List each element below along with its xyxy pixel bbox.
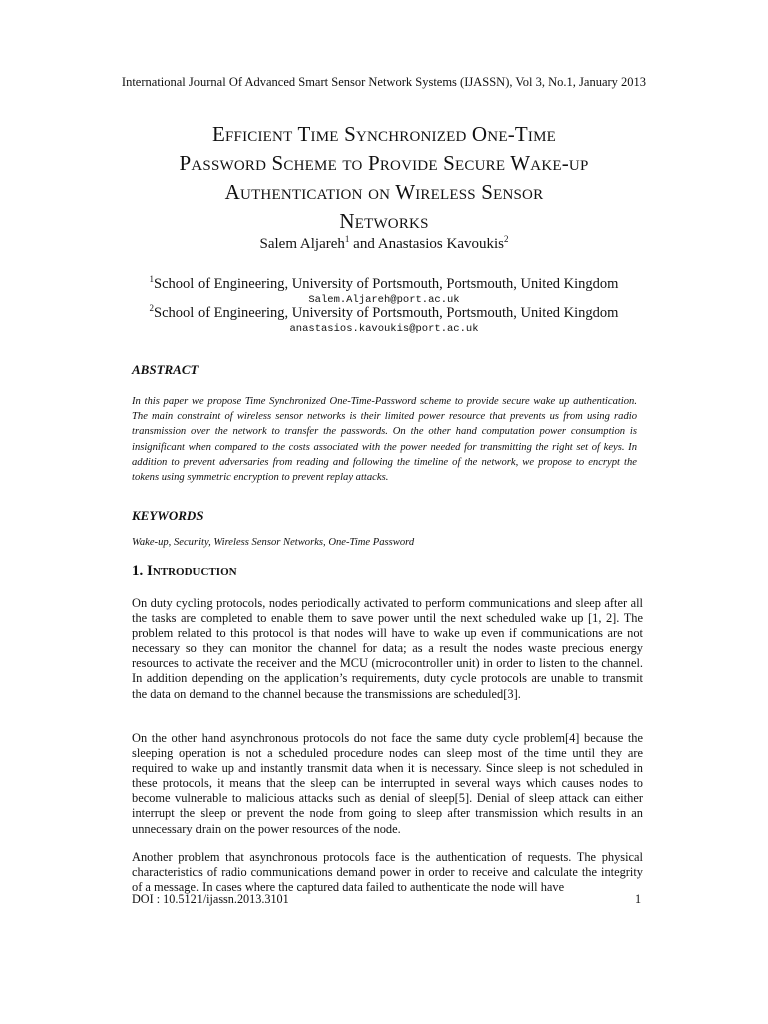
author-email[interactable]: anastasios.kavoukis@port.ac.uk	[289, 323, 479, 335]
title-line: Efficient Time Synchronized One-Time	[211, 122, 557, 146]
affiliation-text: School of Engineering, University of Portsmouth, Portsmouth, United Kingdom	[154, 305, 619, 321]
affiliation	[0, 305, 768, 322]
affiliation-sup: 2	[149, 303, 155, 314]
affiliation-sup: 1	[149, 274, 155, 285]
title-line: Password Scheme to Provide Secure Wake-up	[179, 151, 589, 175]
body-paragraph: Another problem that asynchronous protocols face is the authentication of requests. The physical characteristics of radio communications demand power in order to receive and calculate the integrity of a message. In cases where the captured data failed to authenticate the node will have	[132, 850, 643, 895]
section-title: Introduction	[147, 563, 237, 579]
author-name: Salem Aljareh	[259, 236, 345, 252]
body-paragraph: On the other hand asynchronous protocols do not face the same duty cycle problem[4] because the sleeping operation is not a scheduled procedure nodes can sleep most of the time until they are required to wake up and instantly transmit data when it is necessary. Since sleep is not scheduled in these protocols, it means that the sleep can be interrupted in several ways which causes nodes to become vulnerable to malicious attacks such as denial of sleep[5]. Denial of sleep attack can either interrupt the sleep or prevent the node from going to sleep after transmission which results in an unnecessary drain on the power resources of the node.	[132, 731, 643, 836]
affiliation	[0, 276, 768, 293]
abstract-text: In this paper we propose Time Synchronized One-Time-Password scheme to provide secure wake up authentication. The main constraint of wireless sensor networks is their limited power resource that prevents us from using radio transmission over the network to transfer the passwords. On the other hand computation power consumption is insignificant when compared to the costs associated with the power needed for transmitting the right set of keys. In addition to prevent adversaries from reading and following the timeline of the network, we propose to encrypt the tokens using symmetric encryption to prevent replay attacks.	[132, 396, 637, 484]
author-name: Anastasios Kavoukis	[377, 236, 504, 252]
title-line: Networks	[339, 209, 429, 233]
abstract-heading: ABSTRACT	[132, 362, 199, 377]
affiliation-text: School of Engineering, University of Portsmouth, Portsmouth, United Kingdom	[154, 276, 619, 292]
authors	[0, 236, 768, 253]
section-number: 1.	[132, 563, 147, 579]
author-conjunction: and	[349, 236, 378, 252]
running-head: International Journal Of Advanced Smart Sensor Network Systems (IJASSN), Vol 3, No.1, January 2013	[121, 75, 647, 89]
section-heading	[132, 563, 237, 580]
keywords-heading: KEYWORDS	[132, 508, 204, 523]
author-sup: 2	[504, 234, 509, 244]
title-line: Authentication on Wireless Sensor	[224, 180, 544, 204]
page-number: 1	[635, 892, 642, 906]
footer-doi: DOI : 10.5121/ijassn.2013.3101	[132, 892, 289, 906]
author-sup: 1	[344, 234, 350, 244]
author-email[interactable]: Salem.Aljareh@port.ac.uk	[308, 294, 460, 306]
paper-title	[80, 120, 688, 236]
keywords-text: Wake-up, Security, Wireless Sensor Networks, One-Time Password	[132, 537, 415, 548]
body-paragraph: On duty cycling protocols, nodes periodically activated to perform communications and sleep after all the tasks are completed to enable them to save power until the next scheduled wake up [1, 2]. The problem related to this protocol is that nodes will have to wake up even if communications are not necessary so they can monitor the channel for data; as a result the nodes waste precious energy resources to activate the receiver and the MCU (microcontroller unit) in order to listen to the channel. In addition depending on the application’s requirements, duty cycle protocols are unable to transmit the data on demand to the channel because the transmissions are scheduled[3].	[132, 596, 643, 701]
